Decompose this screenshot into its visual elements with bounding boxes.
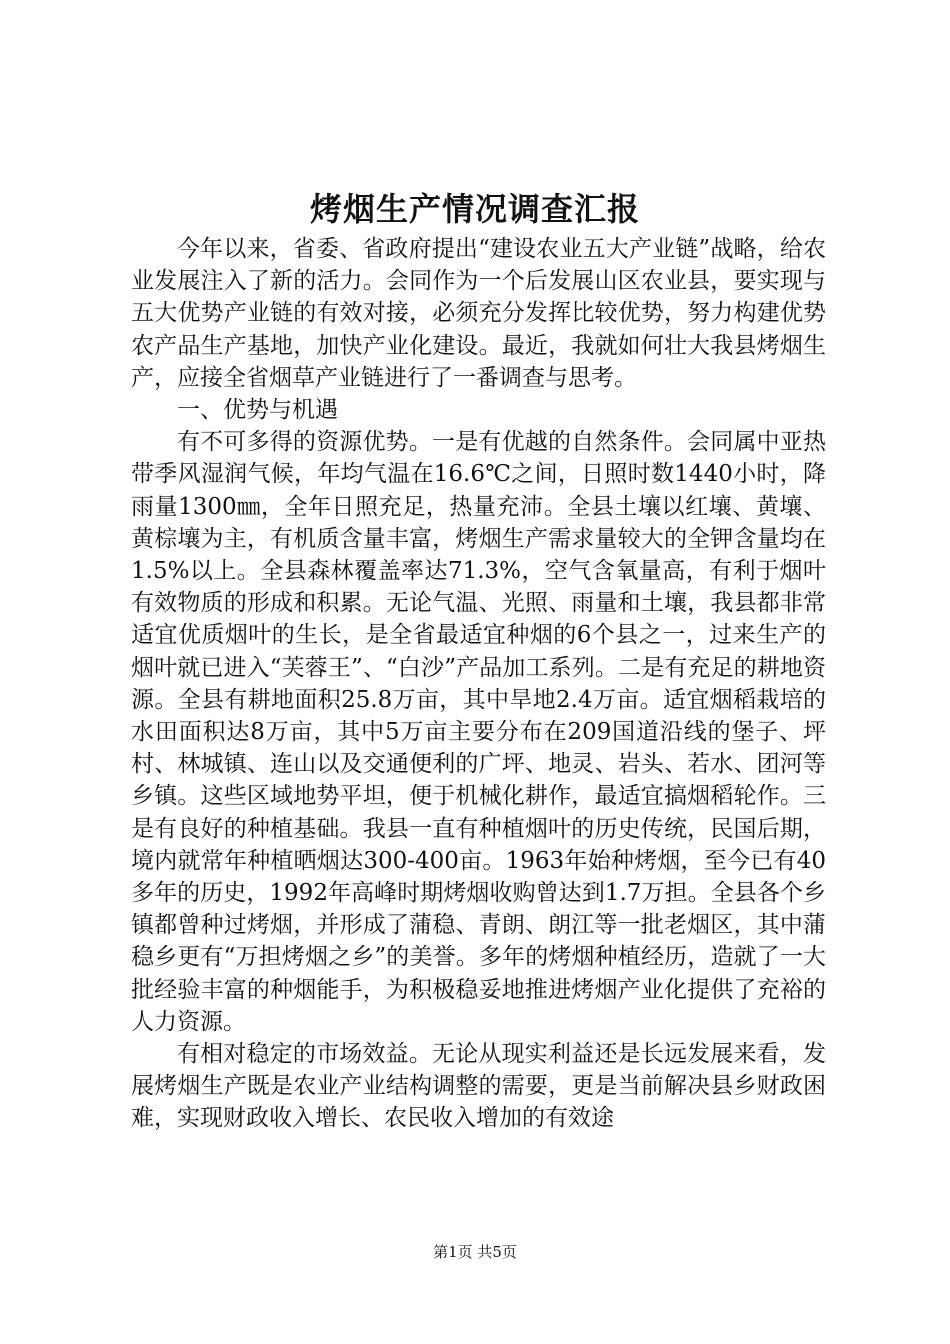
document-body [131, 233, 826, 1135]
document-title: 烤烟生产情况调查汇报 [309, 190, 640, 228]
section-heading: 一、优势与机遇 [177, 397, 338, 424]
paragraph-resource-advantage: 有不可多得的资源优势。一是有优越的自然条件。会同属中亚热带季风湿润气候，年均气温在16.6℃之间，日照时数1440小时，降雨量1300㎜，全年日照充足，热量充沛。全县土壤以红壤、黄壤、黄棕壤为主，有机质含量丰富，烤烟生产需求量较大的全钾含量均在1.5%以上。全县森林覆盖率达71.3%，空气含氧量高，有利于烟叶有效物质的形成和积累。无论气温、光照、雨量和土壤，我县都非常适宜优质烟叶的生长，是全省最适宜种烟的6个县之一，过来生产的烟叶就已进入“芙蓉王”、“白沙”产品加工系列。二是有充足的耕地资源。全县有耕地面积25.8万亩，其中旱地2.4万亩。适宜烟稻栽培的水田面积达8万亩，其中5万亩主要分布在209国道沿线的堡子、坪村、林城镇、连山以及交通便利的广坪、地灵、岩头、若水、团河等乡镇。这些区域地势平坦，便于机械化耕作，最适宜搞烟稻轮作。三是有良好的种植基础。我县一直有种植烟叶的历史传统，民国后期，境内就常年种植晒烟达300-400亩。1963年始种烤烟，至今已有40多年的历史，1992年高峰时期烤烟收购曾达到1.7万担。全县各个乡镇都曾种过烤烟，并形成了蒲稳、青朗、朗江等一批老烟区，其中蒲稳乡更有“万担烤烟之乡”的美誉。多年的烤烟种植经历，造就了一大批经验丰富的种烟能手，为积极稳妥地推进烤烟产业化提供了充裕的人力资源。 [131, 429, 826, 1035]
paragraph-intro: 今年以来，省委、省政府提出“建设农业五大产业链”战略，给农业发展注入了新的活力。会同作为一个后发展山区农业县，要实现与五大优势产业链的有效对接，必须充分发挥比较优势，努力构建优势农产品生产基地，加快产业化建设。最近，我就如何壮大我县烤烟生产，应接全省烟草产业链进行了一番调查与思考。 [131, 236, 826, 391]
paragraph-market-benefit: 有相对稳定的市场效益。无论从现实利益还是长远发展来看，发展烤烟生产既是农业产业结构调整的需要，更是当前解决县乡财政困难，实现财政收入增长、农民收入增加的有效途 [131, 1041, 826, 1132]
page-number-footer: 第1页 共5页 [433, 1243, 517, 1261]
